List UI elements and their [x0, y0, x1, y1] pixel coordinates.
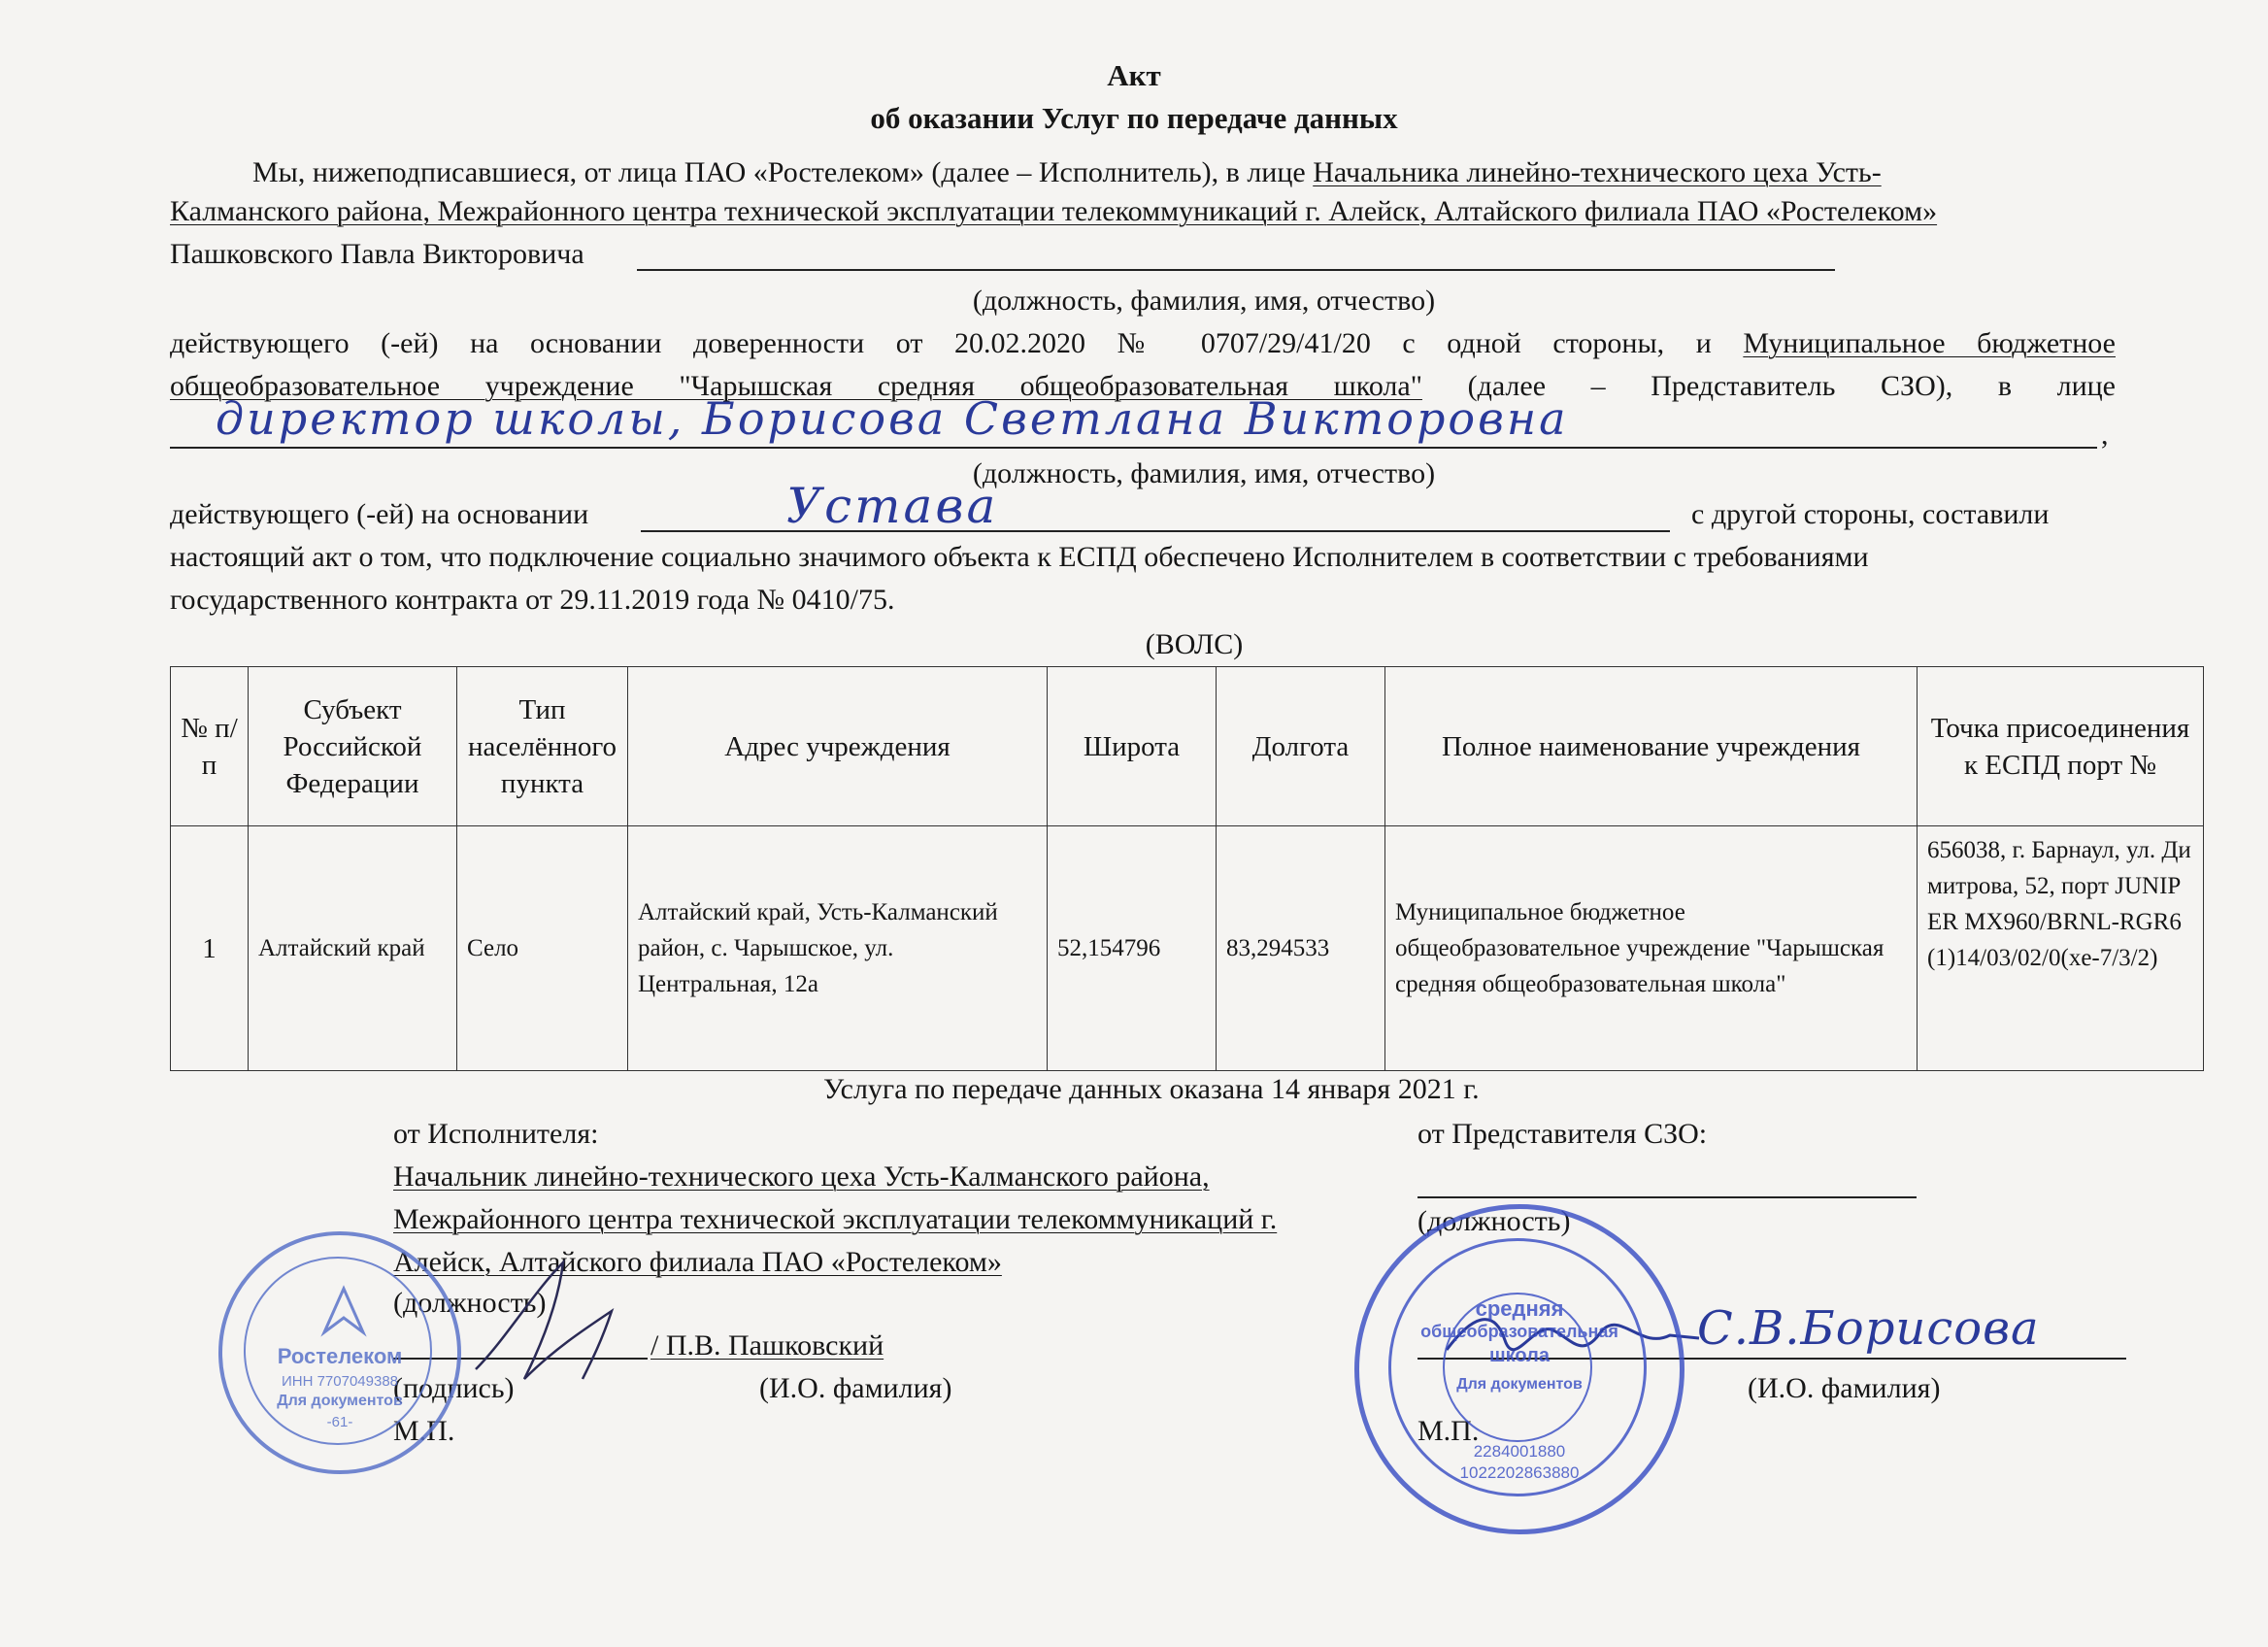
service-completed: Услуга по передаче данных оказана 14 января 2021 г.: [823, 1073, 1480, 1105]
stamp-left-line: ИНН 7707049388: [281, 1373, 399, 1390]
stamp-right-line: 2284001880: [1473, 1442, 1566, 1461]
cell-subject: Алтайский край: [249, 826, 457, 1071]
header-cell: Долгота: [1217, 667, 1385, 826]
stamp-left-line: -61-: [326, 1414, 353, 1430]
table-header-row: [171, 667, 2204, 826]
connection-table: [170, 666, 2204, 1071]
from-executor: от Исполнителя:: [393, 1118, 599, 1150]
executor-pos-hint: (должность): [393, 1287, 547, 1319]
executor-fio-line: [637, 269, 1835, 271]
doc-title: Акт: [1107, 58, 1161, 92]
representative-org-start: Муниципальное бюджетное: [1743, 327, 2116, 359]
comma: ,: [2101, 419, 2109, 451]
paragraph-compliance: настоящий акт о том, что подключение социально значимого объекта к ЕСПД обеспечено Исполнителем в соответствии с требованиями: [170, 541, 1869, 573]
rep-pos-hint: (должность): [1418, 1205, 1571, 1237]
executor-mp: М.П.: [393, 1415, 455, 1447]
rep-mp: М.П.: [1418, 1415, 1480, 1447]
basis-executor-text: действующего (-ей) на основании доверенности от 20.02.2020 № 0707/29/41/20 с одной стороны, и: [170, 327, 1712, 359]
executor-position-start: Начальника линейно-технического цеха Усть-: [1313, 156, 1882, 188]
representative-fio-line: [170, 447, 2097, 449]
executor-stamp: [218, 1231, 461, 1474]
header-cell: Тип населённого пункта: [457, 667, 628, 826]
header-cell: Полное наименование учреждения: [1385, 667, 1918, 826]
stamp-right-line: школа: [1489, 1345, 1550, 1366]
header-cell: Точка присоединения к ЕСПД порт №: [1918, 667, 2204, 826]
hint-fio-representative: (должность, фамилия, имя, отчество): [972, 457, 1436, 489]
paragraph-executor: [252, 155, 2204, 190]
basis-rep-label: действующего (-ей) на основании: [170, 498, 589, 530]
rep-handwritten-name: С.В.Борисова: [1697, 1301, 2040, 1356]
cell-latitude: 52,154796: [1048, 826, 1217, 1071]
rep-position-line: [1418, 1196, 1917, 1198]
executor-sign-hint: (подпись): [393, 1372, 515, 1404]
basis-rep-tail: с другой стороны, составили: [1691, 498, 2050, 530]
representative-intro: (далее – Представитель СЗО), в лице: [1467, 370, 2116, 402]
handwritten-representative: директор школы, Борисова Светлана Викторовна: [216, 392, 1569, 445]
stamp-right-line: Для документов: [1456, 1376, 1583, 1393]
cell-longitude: 83,294533: [1217, 826, 1385, 1071]
table-row: [171, 826, 2204, 1071]
stamp-left-line: Ростелеком: [277, 1344, 403, 1368]
executor-pos-1: Начальник линейно-технического цеха Усть-Калманского района,: [393, 1160, 1210, 1193]
executor-pos-2: Межрайонного центра технической эксплуатации телекоммуникаций г.: [393, 1203, 1278, 1235]
paragraph-basis-executor: [170, 326, 2116, 361]
hint-fio-executor: (должность, фамилия, имя, отчество): [972, 285, 1436, 317]
executor-name-hint: (И.О. фамилия): [759, 1372, 952, 1404]
representative-org-cont: общеобразовательное учреждение "Чарышская средняя общеобразовательная школа": [170, 370, 1422, 402]
cell-connection-point: 656038, г. Барнаул, ул. Димитрова, 52, порт JUNIPER MX960/BRNL-RGR6(1)14/03/02/0(xe-7/3/2): [1918, 826, 2204, 1071]
rep-name-hint: (И.О. фамилия): [1748, 1372, 1941, 1404]
executor-intro: Мы, нижеподписавшиеся, от лица ПАО «Ростелеком» (далее – Исполнитель), в лице: [252, 156, 1306, 188]
cell-type: Село: [457, 826, 628, 1071]
header-cell: № п/п: [171, 667, 249, 826]
executor-position-cont: Калманского района, Межрайонного центра технической эксплуатации телекоммуникаций г. Алейск, Алтайского филиала ПАО «Ростелеком»: [170, 195, 1938, 227]
stamp-right-line: 1022202863880: [1459, 1463, 1580, 1482]
stamp-right-line: общеобразовательная: [1420, 1322, 1618, 1341]
contract-reference: государственного контракта от 29.11.2019 года № 0410/75.: [170, 584, 895, 616]
stamp-right-line: средняя: [1475, 1296, 1564, 1321]
volc-label: (ВОЛС): [1145, 628, 1244, 660]
header-cell: Широта: [1048, 667, 1217, 826]
handwritten-basis: Устава: [786, 478, 999, 534]
cell-org-name: Муниципальное бюджетное общеобразовательное учреждение "Чарышская средняя общеобразовательная школа": [1385, 826, 1918, 1071]
executor-name: / П.В. Пашковский: [650, 1329, 884, 1361]
header-cell: Адрес учреждения: [628, 667, 1048, 826]
cell-address: Алтайский край, Усть-Калманский район, с. Чарышское, ул. Центральная, 12а: [628, 826, 1048, 1071]
cell-num: 1: [171, 826, 249, 1071]
executor-pos-3: Алейск, Алтайского филиала ПАО «Ростелеком»: [393, 1246, 1002, 1278]
executor-fio: Пашковского Павла Викторовича: [170, 238, 584, 270]
representative-stamp: [1354, 1204, 1684, 1534]
rostelecom-logo-icon: [315, 1284, 373, 1342]
executor-signature: [466, 1253, 660, 1389]
stamp-left-line: Для документов: [277, 1393, 403, 1409]
header-cell: Субъект Российской Федерации: [249, 667, 457, 826]
doc-subtitle: об оказании Услуг по передаче данных: [870, 101, 1398, 135]
from-representative: от Представителя СЗО:: [1418, 1118, 1708, 1150]
